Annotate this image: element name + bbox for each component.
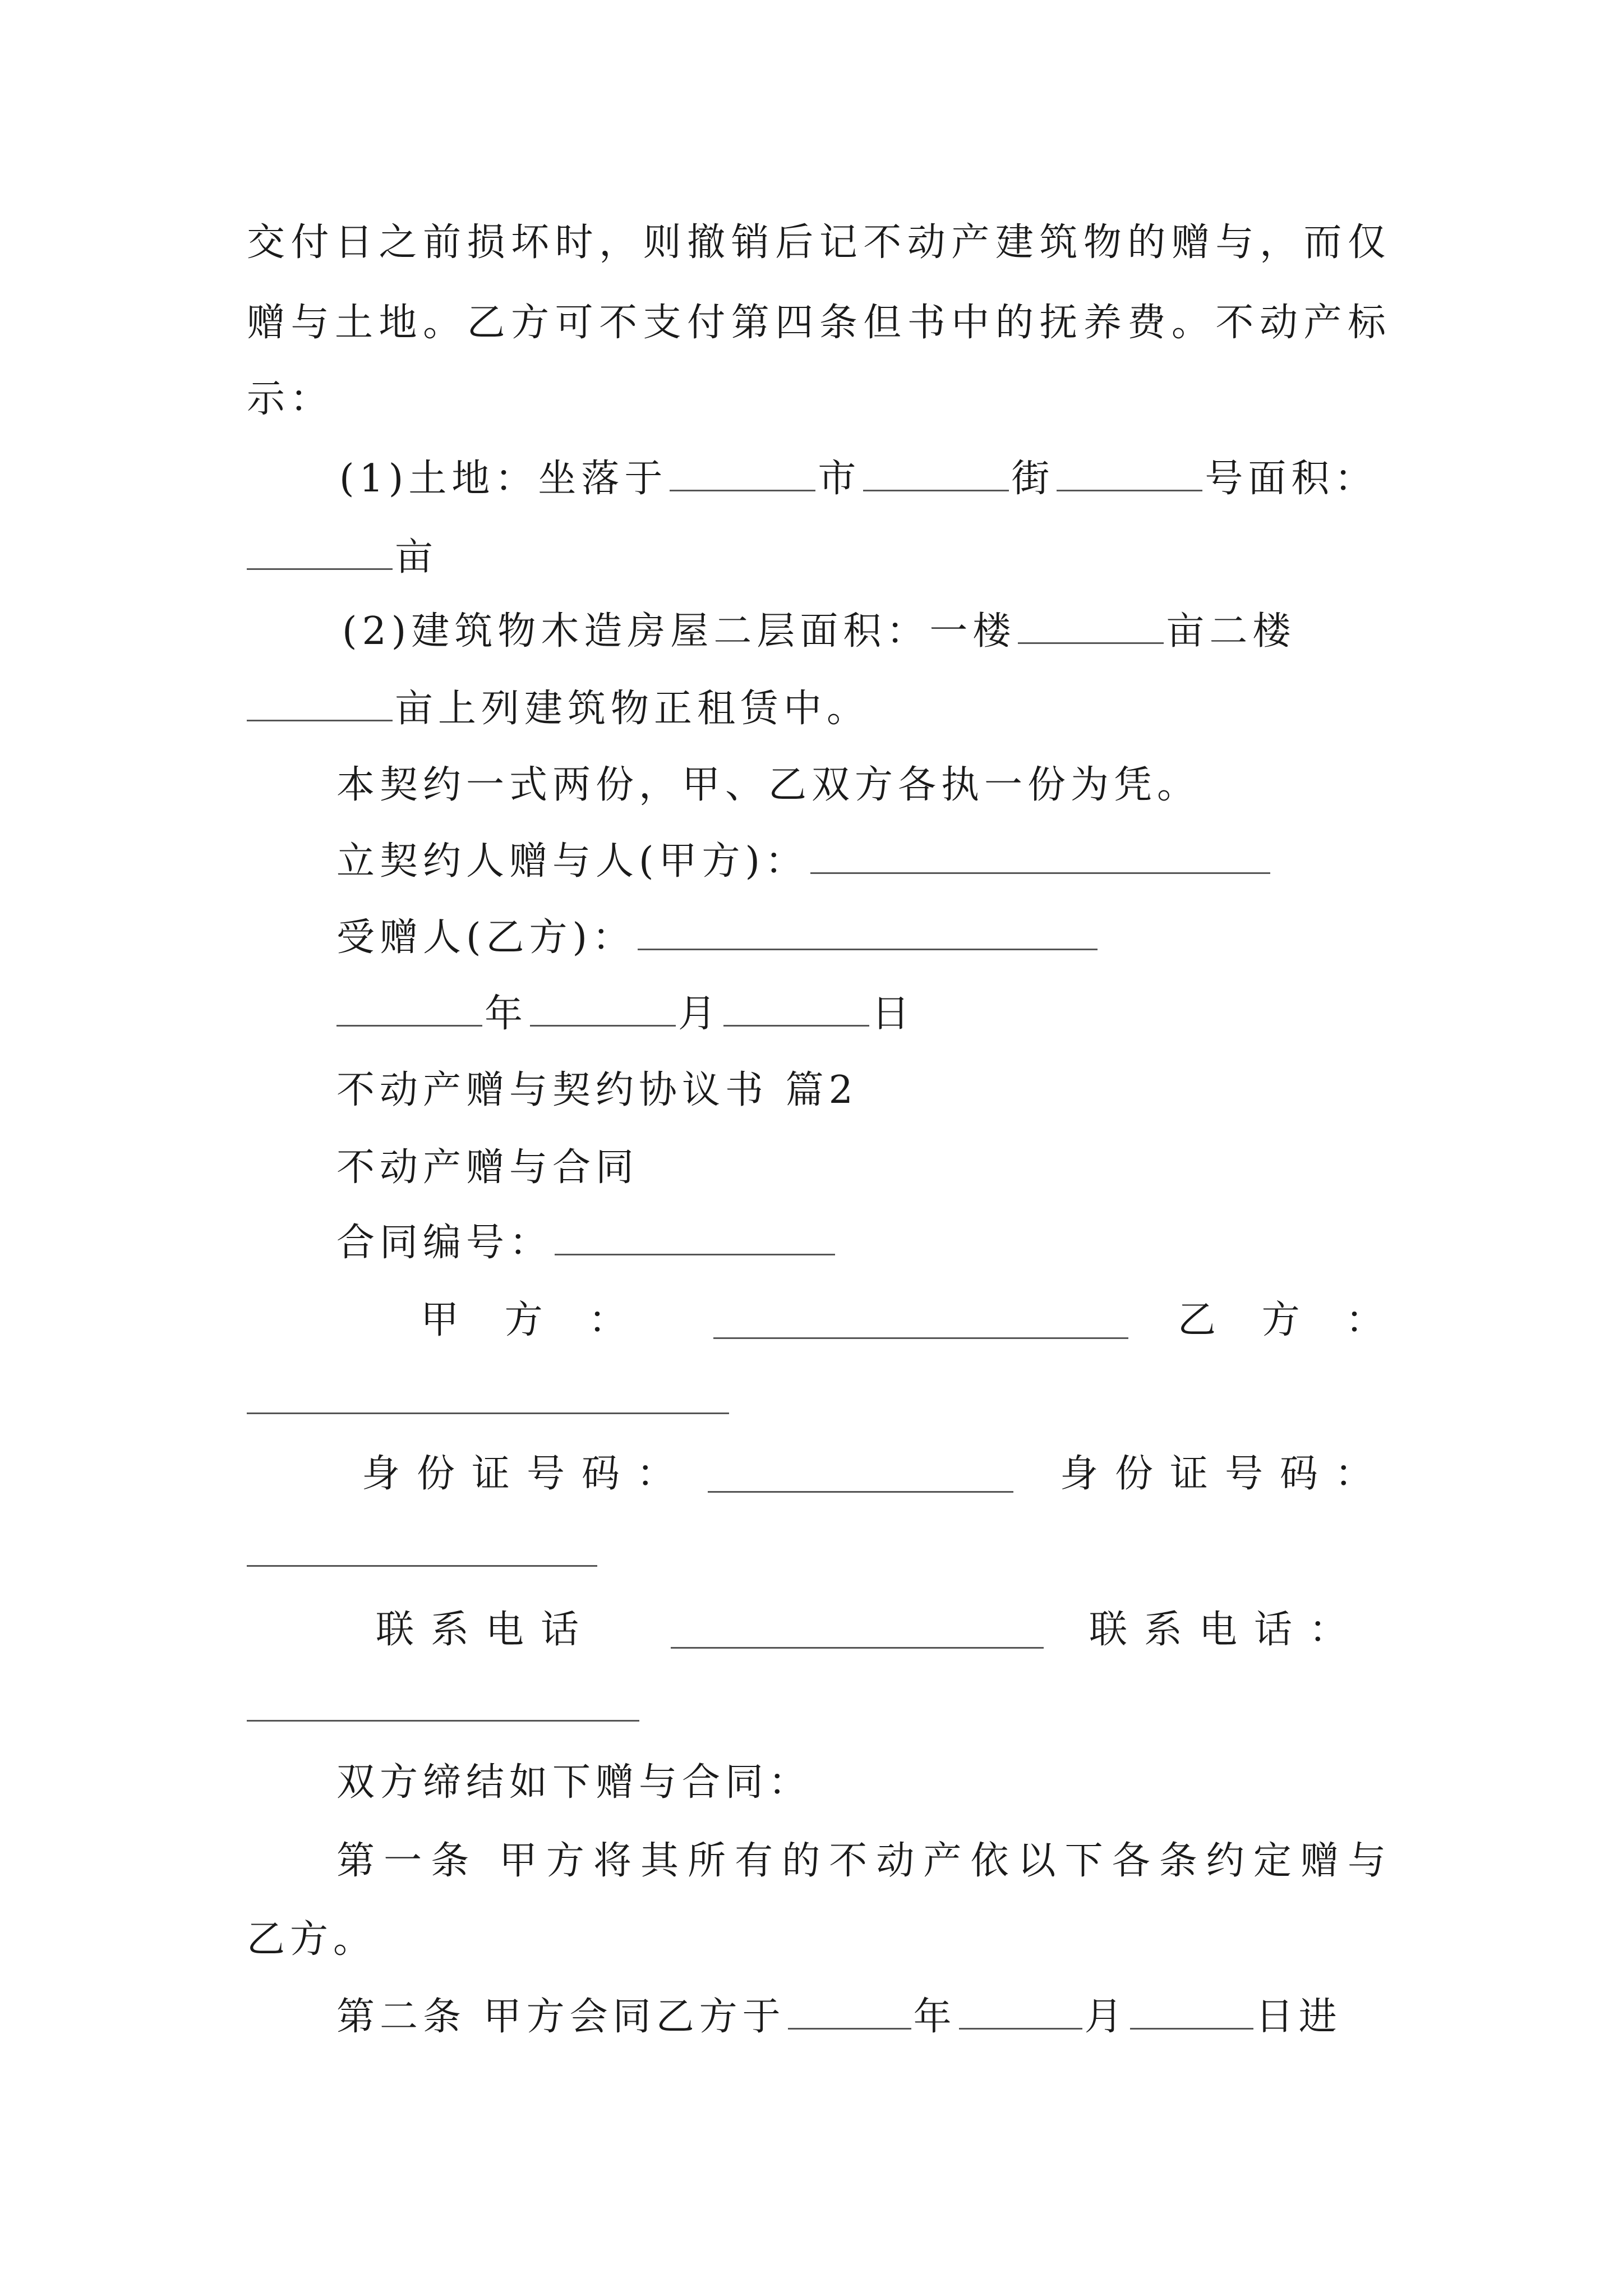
article-2-day-blank — [1130, 2022, 1253, 2030]
article-2-year-label: 年 — [913, 1995, 957, 2039]
id-b-label: 身份证号码： — [1060, 1452, 1390, 1496]
building-rest-line — [247, 682, 1391, 736]
day-blank — [723, 1019, 869, 1027]
land-area-line — [247, 531, 1391, 585]
year-blank — [336, 1019, 482, 1027]
paragraph-line-2: 赠与土地。乙方可不支付第四条但书中的抚养费。不动产标 — [247, 301, 1391, 345]
building-1f-blank — [1018, 637, 1164, 644]
phone-a-blank — [671, 1647, 1044, 1649]
article-2-month-label: 月 — [1084, 1995, 1128, 2039]
land-city-blank — [670, 484, 815, 491]
contract-number-blank — [555, 1248, 835, 1255]
contract-title: 不动产赠与合同 — [336, 1145, 639, 1190]
donee-label: 受赠人(乙方)： — [336, 915, 636, 960]
party-b-label: 乙 方 ： — [1178, 1298, 1401, 1342]
paragraph-line-3: 示： — [247, 377, 334, 421]
donor-label: 立契约人赠与人(甲方)： — [336, 839, 809, 884]
day-label: 日 — [872, 992, 915, 1036]
id-b-blank — [247, 1565, 597, 1567]
land-number-area-label: 号面积： — [1205, 457, 1378, 501]
land-street-label: 街 — [1011, 457, 1055, 501]
article-2-day-label: 日进 — [1255, 1995, 1342, 2039]
land-prefix: (1)土地：坐落于 — [339, 457, 668, 501]
land-street-blank — [863, 484, 1009, 491]
land-area-blank — [247, 563, 393, 570]
building-mu-2f: 亩二楼 — [1166, 609, 1296, 654]
article-1-continued: 乙方。 — [247, 1917, 377, 1962]
paragraph-line-1: 交付日之前损坏时，则撤销后记不动产建筑物的赠与，而仅 — [247, 220, 1391, 265]
party-a-label: 甲 方 ： — [421, 1298, 644, 1342]
donor-signature-blank — [810, 867, 1270, 874]
land-mu-label: 亩 — [395, 535, 439, 579]
month-blank — [530, 1019, 676, 1027]
phone-a-label: 联系电话 — [376, 1608, 596, 1652]
donee-line — [336, 911, 1391, 965]
land-number-blank — [1057, 484, 1202, 491]
article-2-month-blank — [959, 2022, 1082, 2030]
land-city-label: 市 — [818, 457, 861, 501]
donee-signature-blank — [638, 943, 1098, 950]
article-2-year-blank — [788, 2022, 911, 2030]
party-a-blank — [713, 1337, 1128, 1339]
section-2-title: 不动产赠与契约协议书 篇2 — [336, 1068, 858, 1112]
building-rest: 亩上列建筑物正租赁中。 — [395, 687, 870, 731]
article-2-prefix: 第二条 甲方会同乙方于 — [336, 1995, 786, 2039]
copies-line: 本契约一式两份，甲、乙双方各执一份为凭。 — [336, 763, 1201, 807]
agreement-line: 双方缔结如下赠与合同： — [336, 1760, 812, 1805]
building-prefix: (2)建筑物木造房屋二层面积：一楼 — [342, 609, 1016, 654]
article-1-line: 第一条 甲方将其所有的不动产依以下各条约定赠与 — [336, 1839, 1391, 1883]
article-2-line — [336, 1990, 1391, 2044]
phone-b-blank — [247, 1720, 639, 1722]
party-b-blank — [247, 1412, 729, 1414]
contract-number-label: 合同编号： — [336, 1221, 553, 1265]
year-label: 年 — [485, 992, 528, 1036]
donor-line — [336, 835, 1391, 889]
id-a-label: 身份证号码： — [362, 1452, 692, 1496]
month-label: 月 — [678, 992, 722, 1036]
building-line — [342, 605, 1396, 659]
contract-number-line — [336, 1216, 1391, 1270]
id-a-blank — [708, 1491, 1013, 1493]
land-line — [339, 452, 1394, 506]
date-line — [336, 987, 1391, 1041]
phone-b-label: 联系电话： — [1089, 1608, 1364, 1652]
building-2f-blank — [247, 714, 393, 721]
